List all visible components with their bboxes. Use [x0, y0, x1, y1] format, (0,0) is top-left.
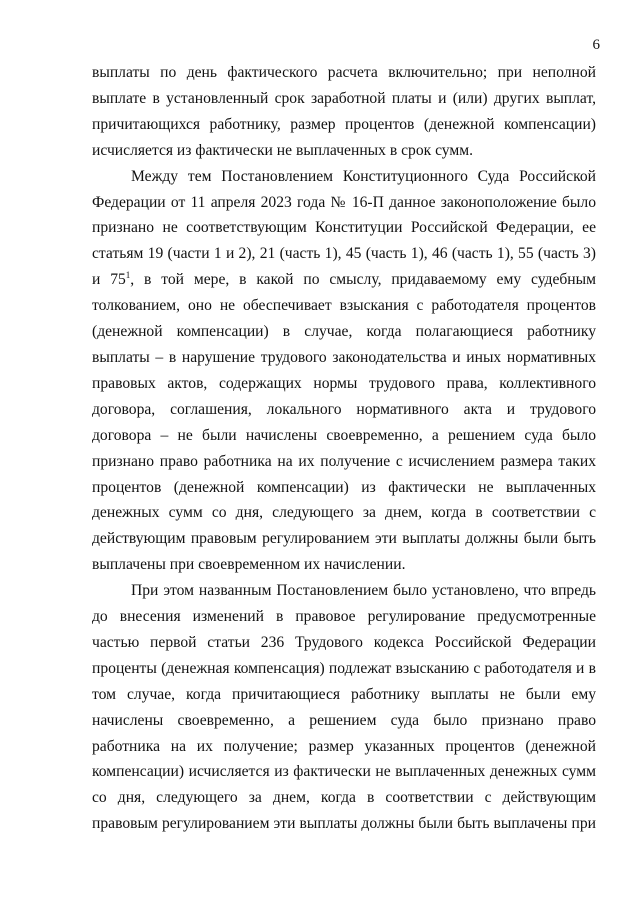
text-line: признано не соответствующим Конституции Российской Федерации, ее [92, 219, 596, 237]
text-fragment: , в той мере, в какой по смыслу, придаваемому ему судебным [130, 271, 596, 289]
text-line: договора, соглашения, локального нормативного акта и трудового [92, 400, 596, 418]
text-line: проценты (денежная компенсация) подлежат взысканию с работодателя и в [92, 659, 596, 677]
text-line: до внесения изменений в правовое регулирование предусмотренные [92, 608, 596, 626]
text-line: том случае, когда причитающиеся работнику выплаты не были ему [92, 685, 596, 703]
text-line: работника на их получение; размер указанных процентов (денежной [92, 737, 596, 755]
text-line: статьям 19 (части 1 и 2), 21 (часть 1), 45 (часть 1), 46 (часть 1), 55 (часть 3) [92, 245, 596, 263]
page-number: 6 [592, 37, 600, 53]
text-line: Федерации от 11 апреля 2023 года № 16-П данное законоположение было [92, 193, 596, 211]
text-line-with-superscript [92, 267, 596, 293]
text-line: выплаты по день фактического расчета включительно; при неполной [92, 64, 596, 81]
text-line: действующим правовым регулированием эти выплаты должны были быть [92, 530, 596, 548]
text-line: начислены своевременно, а решением суда было признано право [92, 711, 596, 729]
text-fragment: и 75 [92, 271, 126, 289]
text-line: исчисляется из фактически не выплаченных в срок сумм. [92, 141, 474, 159]
text-line: компенсации) исчисляется из фактически не выплаченных денежных сумм [92, 763, 596, 781]
text-line: выплачены при своевременном их начислении. [92, 556, 406, 574]
text-line: толкованием, оно не обеспечивает взыскания с работодателя процентов [92, 297, 596, 315]
text-line: При этом названным Постановлением было установлено, что впредь [131, 582, 596, 600]
paragraph-constitutional-court-ruling [92, 164, 596, 579]
paragraph-continuation [92, 60, 596, 164]
text-line: причитающихся работнику, размер процентов (денежной компенсации) [92, 115, 596, 133]
text-line: процентов (денежной компенсации) из фактически не выплаченных [92, 478, 596, 496]
paragraph-interim-rule [92, 578, 596, 837]
text-line: признано право работника на их получение с исчислением размера таких [92, 452, 596, 470]
text-line: правовых актов, содержащих нормы трудового права, коллективного [92, 374, 596, 392]
document-body [92, 60, 596, 837]
text-line: правовым регулированием эти выплаты должны были быть выплачены при [92, 815, 596, 833]
text-line: со дня, следующего за днем, когда в соответствии с действующим [92, 789, 596, 807]
text-line: частью первой статьи 236 Трудового кодекса Российской Федерации [92, 633, 596, 651]
text-line: выплаты – в нарушение трудового законодательства и иных нормативных [92, 348, 596, 366]
text-line: Между тем Постановлением Конституционного Суда Российской [131, 167, 596, 185]
superscript: 1 [125, 270, 131, 281]
text-line: выплате в установленный срок заработной платы и (или) других выплат, [92, 89, 596, 107]
text-line: денежных сумм со дня, следующего за днем, когда в соответствии с [92, 504, 596, 522]
text-line: договора – не были начислены своевременно, а решением суда было [92, 426, 596, 444]
text-line: (денежной компенсации) в случае, когда полагающиеся работнику [92, 323, 596, 341]
